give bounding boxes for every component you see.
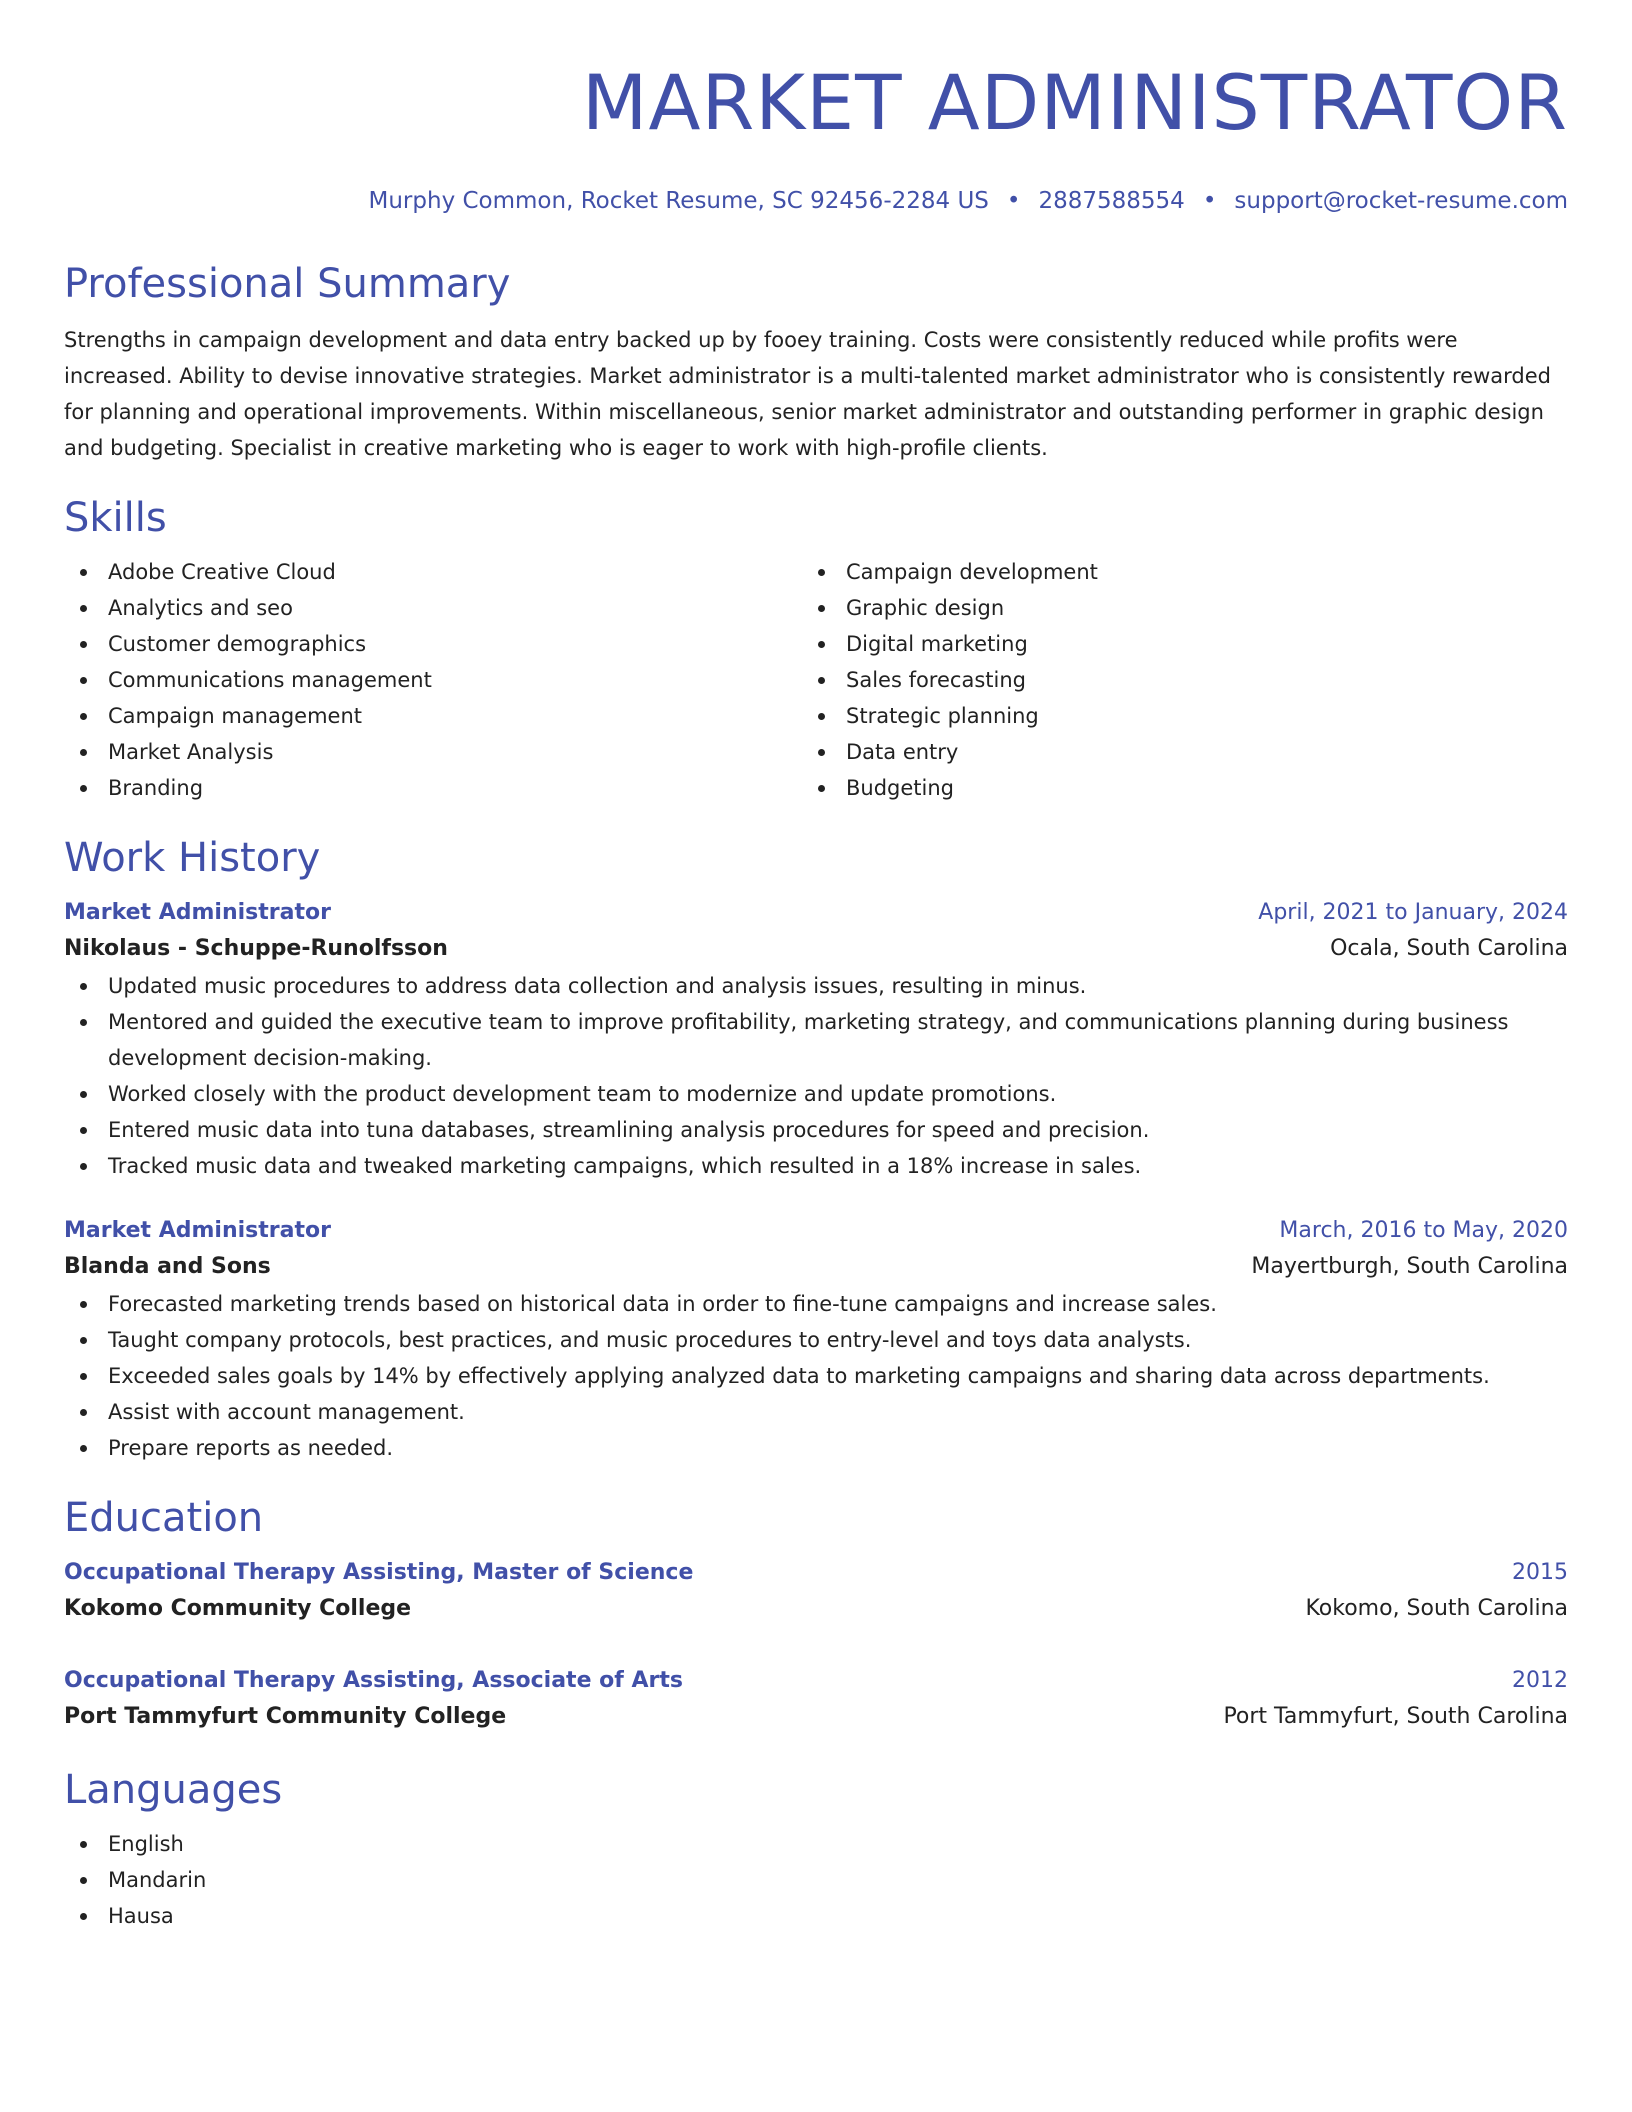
phone: 2887588554: [1038, 188, 1185, 214]
job-bullet: Exceeded sales goals by 14% by effectively applying analyzed data to marketing campaigns and sharing data across departments.: [64, 1358, 1568, 1394]
degree: Occupational Therapy Assisting, Associate of Arts: [64, 1668, 683, 1693]
work-history-section: [64, 834, 1568, 1466]
skill-item: Sales forecasting: [802, 662, 1540, 698]
job-entry: [64, 1214, 1568, 1466]
skill-item: Campaign management: [64, 698, 802, 734]
graduation-year: 2012: [1512, 1668, 1568, 1693]
skill-item: Customer demographics: [64, 626, 802, 662]
job-bullet: Entered music data into tuna databases, streamlining analysis procedures for speed and precision.: [64, 1112, 1568, 1148]
job-title: Market Administrator: [64, 1218, 331, 1243]
language-item: Hausa: [64, 1898, 1568, 1934]
job-bullet: Worked closely with the product development team to modernize and update promotions.: [64, 1076, 1568, 1112]
skill-item: Communications management: [64, 662, 802, 698]
job-bullet: Mentored and guided the executive team to improve profitability, marketing strategy, and communications planning during business development decision-making.: [64, 1004, 1568, 1076]
summary-text: Strengths in campaign development and data entry backed up by fooey training. Costs were consistently reduced while profits were increased. Ability to devise innovative strategies. Market administrator is a multi-talented market administrator who is consistently rewarded for planning and operational improvements. Within miscellaneous, senior market administrator and outstanding performer in graphic design and budgeting. Specialist in creative marketing who is eager to work with high-profile clients.: [64, 328, 1551, 460]
job-dates: April, 2021 to January, 2024: [1258, 900, 1568, 925]
job-bullet: Assist with account management.: [64, 1394, 1568, 1430]
job-bullet: Taught company protocols, best practices, and music procedures to entry-level and toys data analysts.: [64, 1322, 1568, 1358]
separator-dot: •: [1202, 188, 1217, 214]
job-location: Ocala, South Carolina: [1330, 936, 1568, 961]
skills-column-left: [64, 554, 802, 806]
contact-line: [64, 186, 1568, 216]
job-dates: March, 2016 to May, 2020: [1279, 1218, 1568, 1243]
skills-column-right: [802, 554, 1540, 806]
skill-item: Strategic planning: [802, 698, 1540, 734]
education-entry: [64, 1556, 1568, 1628]
school-name: Port Tammyfurt Community College: [64, 1704, 507, 1729]
section-title-work-history: Work History: [64, 835, 321, 881]
email: support@rocket-resume.com: [1234, 188, 1568, 214]
section-title-summary: Professional Summary: [64, 261, 511, 307]
school-location: Port Tammyfurt, South Carolina: [1223, 1704, 1568, 1729]
resume-header: [64, 0, 1568, 216]
section-title-skills: Skills: [64, 495, 167, 541]
skills-section: [64, 494, 1568, 806]
company-name: Nikolaus - Schuppe-Runolfsson: [64, 936, 448, 961]
job-bullet: Updated music procedures to address data collection and analysis issues, resulting in minus.: [64, 968, 1568, 1004]
school-location: Kokomo, South Carolina: [1305, 1596, 1568, 1621]
job-bullet: Tracked music data and tweaked marketing campaigns, which resulted in a 18% increase in sales.: [64, 1148, 1568, 1184]
skill-item: Branding: [64, 770, 802, 806]
skill-item: Graphic design: [802, 590, 1540, 626]
education-entry: [64, 1664, 1568, 1736]
skill-item: Adobe Creative Cloud: [64, 554, 802, 590]
school-name: Kokomo Community College: [64, 1596, 412, 1621]
languages-list: [64, 1826, 1568, 1934]
skill-item: Campaign development: [802, 554, 1540, 590]
job-bullet: Forecasted marketing trends based on historical data in order to fine-tune campaigns and increase sales.: [64, 1286, 1568, 1322]
skill-item: Analytics and seo: [64, 590, 802, 626]
job-entry: [64, 896, 1568, 1184]
job-title: Market Administrator: [64, 900, 331, 925]
skill-item: Data entry: [802, 734, 1540, 770]
job-bullets: [64, 968, 1568, 1184]
section-title-education: Education: [64, 1495, 264, 1541]
job-bullets: [64, 1286, 1568, 1466]
language-item: English: [64, 1826, 1568, 1862]
company-name: Blanda and Sons: [64, 1254, 271, 1279]
degree: Occupational Therapy Assisting, Master of Science: [64, 1560, 694, 1585]
skill-item: Market Analysis: [64, 734, 802, 770]
language-item: Mandarin: [64, 1862, 1568, 1898]
skills-grid: [64, 554, 1568, 806]
section-title-languages: Languages: [64, 1767, 283, 1813]
summary-section: [64, 260, 1568, 466]
skill-item: Budgeting: [802, 770, 1540, 806]
candidate-name: MARKET ADMINISTRATOR: [581, 58, 1568, 147]
address: Murphy Common, Rocket Resume, SC 92456-2284 US: [368, 188, 989, 214]
job-location: Mayertburgh, South Carolina: [1251, 1254, 1568, 1279]
languages-section: [64, 1766, 1568, 1934]
graduation-year: 2015: [1512, 1560, 1568, 1585]
skill-item: Digital marketing: [802, 626, 1540, 662]
education-section: [64, 1494, 1568, 1736]
job-bullet: Prepare reports as needed.: [64, 1430, 1568, 1466]
separator-dot: •: [1006, 188, 1021, 214]
